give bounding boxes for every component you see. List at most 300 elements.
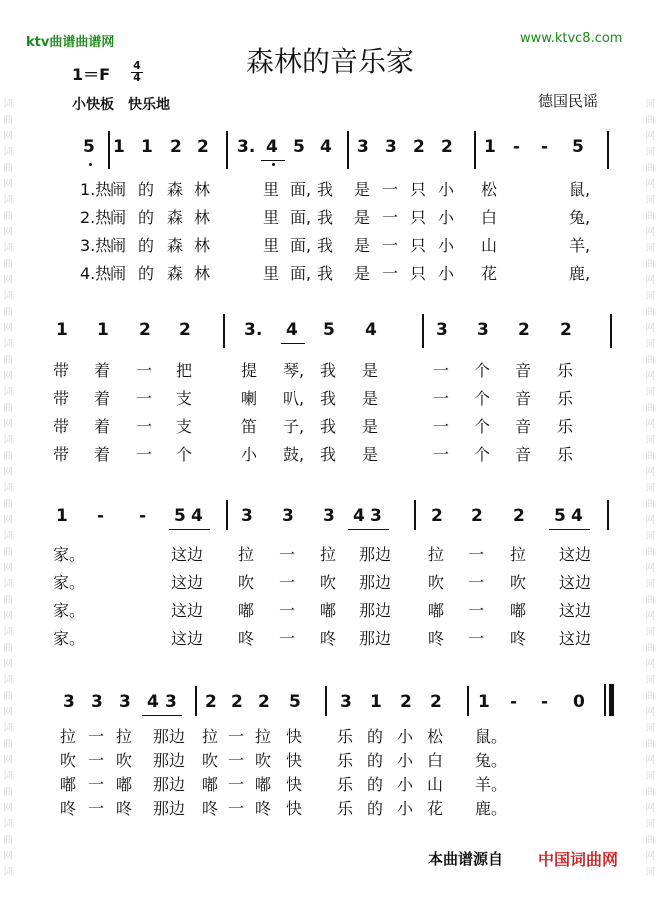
watermark-glyph: 词 bbox=[3, 195, 13, 206]
watermark-glyph: 网 bbox=[645, 131, 655, 142]
lyric-syllable: 拉 bbox=[255, 727, 272, 746]
bar-line bbox=[195, 686, 197, 716]
lyric-syllable: 面, bbox=[290, 180, 312, 199]
lyric-syllable: 着 bbox=[94, 361, 111, 380]
lyric-syllable: 咚 bbox=[202, 799, 219, 818]
watermark-glyph: 网 bbox=[3, 707, 13, 718]
note: 2 bbox=[413, 137, 425, 157]
watermark-glyph: 词 bbox=[645, 243, 655, 254]
watermark-glyph: 词 bbox=[645, 723, 655, 734]
note: - bbox=[541, 137, 549, 157]
note: 4 bbox=[286, 320, 298, 340]
watermark-glyph: 词 bbox=[3, 723, 13, 734]
lyric-syllable: 个 bbox=[474, 445, 491, 464]
note: 3 bbox=[340, 692, 352, 712]
lyric-syllable: 是 bbox=[354, 208, 371, 227]
lyric-syllable: 是 bbox=[362, 445, 379, 464]
watermark-glyph: 曲 bbox=[645, 163, 655, 174]
note: 2 bbox=[231, 692, 243, 712]
lyric-syllable: 吹 bbox=[60, 751, 77, 770]
lyric-syllable: 我 bbox=[320, 445, 337, 464]
lyric-syllable: 鼠, bbox=[569, 180, 591, 199]
beam-line bbox=[169, 529, 210, 530]
note: 2 bbox=[471, 506, 483, 526]
lyric-syllable: 林 bbox=[194, 236, 211, 255]
lyric-syllable: 吹 bbox=[255, 751, 272, 770]
watermark-glyph: 曲 bbox=[645, 787, 655, 798]
lyric-syllable: 里 bbox=[263, 236, 280, 255]
watermark-glyph: 曲 bbox=[645, 691, 655, 702]
lyric-syllable: 一 bbox=[279, 573, 296, 592]
site-url-right[interactable]: www.ktvc8.com bbox=[520, 31, 623, 46]
watermark-glyph: 网 bbox=[3, 275, 13, 286]
lyric-syllable: 山 bbox=[481, 236, 498, 255]
lyric-syllable: 快 bbox=[286, 775, 303, 794]
watermark-glyph: 网 bbox=[3, 179, 13, 190]
watermark-glyph: 曲 bbox=[3, 211, 13, 222]
lyric-syllable: 里 bbox=[263, 208, 280, 227]
note: 3 bbox=[370, 506, 382, 526]
note: 2 bbox=[518, 320, 530, 340]
lyric-syllable: 是 bbox=[362, 389, 379, 408]
lyric-syllable: 乐 bbox=[337, 751, 354, 770]
bar-line bbox=[607, 500, 609, 530]
lyric-syllable: 音 bbox=[515, 361, 532, 380]
note: - bbox=[541, 692, 549, 712]
lyric-syllable: 一 bbox=[228, 727, 245, 746]
lyric-syllable: 只 bbox=[410, 236, 427, 255]
lyric-syllable: 那边 bbox=[359, 573, 392, 592]
lyric-syllable: 只 bbox=[410, 208, 427, 227]
lyric-syllable: 1.热 bbox=[80, 180, 112, 199]
watermark-glyph: 曲 bbox=[645, 499, 655, 510]
watermark-glyph: 网 bbox=[645, 227, 655, 238]
lyric-syllable: 羊。 bbox=[475, 775, 508, 794]
lyric-syllable: 着 bbox=[94, 389, 111, 408]
note: 2 bbox=[197, 137, 209, 157]
lyric-syllable: 一 bbox=[382, 236, 399, 255]
lyric-syllable: 个 bbox=[474, 389, 491, 408]
lyric-syllable: 个 bbox=[474, 417, 491, 436]
note: 5 bbox=[572, 137, 584, 157]
lyric-syllable: 3.热 bbox=[80, 236, 112, 255]
watermark-glyph: 网 bbox=[645, 179, 655, 190]
lyric-syllable: 拉 bbox=[510, 545, 527, 564]
lyric-syllable: 这边 bbox=[559, 545, 592, 564]
lyric-syllable: 嘟 bbox=[428, 601, 445, 620]
lyric-syllable: 面, bbox=[290, 208, 312, 227]
lyric-syllable: 乐 bbox=[557, 361, 574, 380]
lyric-syllable: 那边 bbox=[359, 629, 392, 648]
lyric-syllable: 笛 bbox=[241, 417, 258, 436]
source-site-link[interactable]: 中国词曲网 bbox=[538, 850, 619, 869]
lyric-syllable: 一 bbox=[279, 629, 296, 648]
lyric-syllable: 吹 bbox=[320, 573, 337, 592]
final-bar-thick bbox=[609, 684, 614, 716]
lyric-syllable: 拉 bbox=[202, 727, 219, 746]
bar-line bbox=[226, 500, 228, 530]
watermark-glyph: 词 bbox=[3, 483, 13, 494]
lyric-syllable: 咚 bbox=[238, 629, 255, 648]
watermark-glyph: 曲 bbox=[645, 211, 655, 222]
watermark-glyph: 曲 bbox=[3, 691, 13, 702]
lyric-syllable: 是 bbox=[354, 180, 371, 199]
watermark-glyph: 词 bbox=[3, 99, 13, 110]
watermark-glyph: 曲 bbox=[645, 739, 655, 750]
lyric-syllable: 花 bbox=[481, 264, 498, 283]
lyric-syllable: 吹 bbox=[238, 573, 255, 592]
watermark-glyph: 词 bbox=[3, 435, 13, 446]
beam-line bbox=[281, 343, 305, 344]
lyric-syllable: 那边 bbox=[359, 545, 392, 564]
lyric-syllable: 林 bbox=[194, 208, 211, 227]
lyric-syllable: 花 bbox=[427, 799, 444, 818]
watermark-glyph: 网 bbox=[3, 803, 13, 814]
lyric-syllable: 的 bbox=[138, 236, 155, 255]
note: 3 bbox=[63, 692, 75, 712]
lyric-syllable: 一 bbox=[88, 751, 105, 770]
lyric-syllable: 的 bbox=[367, 751, 384, 770]
lyric-syllable: 嘟 bbox=[238, 601, 255, 620]
note: 4 bbox=[353, 506, 365, 526]
lyric-syllable: 一 bbox=[88, 775, 105, 794]
lyric-syllable: 吹 bbox=[202, 751, 219, 770]
lyric-syllable: 嘟 bbox=[320, 601, 337, 620]
site-logo-left[interactable]: ktv曲谱曲谱网 bbox=[26, 35, 115, 50]
lyric-syllable: 快 bbox=[286, 799, 303, 818]
lyric-syllable: 一 bbox=[228, 775, 245, 794]
note: - bbox=[513, 137, 521, 157]
lyric-syllable: 提 bbox=[241, 361, 258, 380]
lyric-syllable: 咚 bbox=[116, 799, 133, 818]
watermark-glyph: 网 bbox=[3, 323, 13, 334]
lyric-syllable: 家。 bbox=[53, 573, 86, 592]
watermark-glyph: 网 bbox=[645, 611, 655, 622]
watermark-glyph: 网 bbox=[645, 467, 655, 478]
lyric-syllable: 乐 bbox=[557, 389, 574, 408]
lyric-syllable: 拉 bbox=[116, 727, 133, 746]
watermark-glyph: 曲 bbox=[3, 451, 13, 462]
watermark-glyph: 网 bbox=[645, 323, 655, 334]
watermark-glyph: 词 bbox=[3, 531, 13, 542]
note: 1 bbox=[484, 137, 496, 157]
lyric-syllable: 乐 bbox=[337, 775, 354, 794]
lyric-syllable: 的 bbox=[367, 775, 384, 794]
watermark-glyph: 曲 bbox=[3, 787, 13, 798]
lyric-syllable: 嘟 bbox=[255, 775, 272, 794]
lyric-syllable: 琴, bbox=[283, 361, 305, 380]
watermark-glyph: 曲 bbox=[645, 115, 655, 126]
lyric-syllable: 山 bbox=[427, 775, 444, 794]
lyric-syllable: 闹 bbox=[110, 264, 127, 283]
lyric-syllable: 鼠。 bbox=[475, 727, 508, 746]
lyric-syllable: 一 bbox=[136, 389, 153, 408]
lyric-syllable: 一 bbox=[88, 727, 105, 746]
lyric-syllable: 鹿, bbox=[569, 264, 591, 283]
lyric-syllable: 这边 bbox=[171, 629, 204, 648]
lyric-syllable: 只 bbox=[410, 180, 427, 199]
watermark-glyph: 词 bbox=[645, 579, 655, 590]
lyric-syllable: 的 bbox=[367, 799, 384, 818]
lyric-syllable: 家。 bbox=[53, 545, 86, 564]
lyric-syllable: 快 bbox=[286, 751, 303, 770]
lyric-syllable: 一 bbox=[279, 601, 296, 620]
watermark-glyph: 网 bbox=[3, 371, 13, 382]
watermark-glyph: 网 bbox=[3, 755, 13, 766]
watermark-glyph: 曲 bbox=[3, 547, 13, 558]
lyric-syllable: 鹿。 bbox=[475, 799, 508, 818]
lyric-syllable: 兔, bbox=[569, 208, 591, 227]
lyric-syllable: 小 bbox=[397, 775, 414, 794]
watermark-glyph: 网 bbox=[3, 563, 13, 574]
note: 4 bbox=[320, 137, 332, 157]
bar-line bbox=[610, 314, 612, 348]
lyric-syllable: 兔。 bbox=[475, 751, 508, 770]
note: 5 bbox=[174, 506, 186, 526]
lyric-syllable: 林 bbox=[194, 180, 211, 199]
lyric-syllable: 我 bbox=[320, 389, 337, 408]
source-label: 本曲谱源自 bbox=[428, 850, 504, 868]
watermark-glyph: 网 bbox=[3, 467, 13, 478]
lyric-syllable: 森 bbox=[167, 236, 184, 255]
watermark-glyph: 网 bbox=[645, 851, 655, 862]
lyric-syllable: 森 bbox=[167, 180, 184, 199]
note: 0 bbox=[573, 692, 585, 712]
watermark-glyph: 网 bbox=[645, 707, 655, 718]
note: 4 bbox=[571, 506, 583, 526]
note: 5 bbox=[323, 320, 335, 340]
lyric-syllable: 的 bbox=[367, 727, 384, 746]
watermark-glyph: 曲 bbox=[645, 451, 655, 462]
note: 3 bbox=[357, 137, 369, 157]
watermark-glyph: 网 bbox=[645, 515, 655, 526]
watermark-glyph: 网 bbox=[3, 131, 13, 142]
watermark-glyph: 网 bbox=[3, 515, 13, 526]
lyric-syllable: 森 bbox=[167, 264, 184, 283]
bar-line bbox=[325, 686, 327, 716]
note: - bbox=[139, 506, 147, 526]
song-title: 森林的音乐家 bbox=[246, 45, 415, 78]
note: 1 bbox=[370, 692, 382, 712]
watermark-glyph: 词 bbox=[645, 147, 655, 158]
time-signature-bottom: 4 bbox=[133, 71, 141, 84]
bar-line bbox=[414, 500, 416, 530]
watermark-glyph: 词 bbox=[645, 531, 655, 542]
watermark-glyph: 词 bbox=[645, 291, 655, 302]
lyric-syllable: 叭, bbox=[283, 389, 305, 408]
watermark-glyph: 曲 bbox=[645, 307, 655, 318]
lyric-syllable: 一 bbox=[136, 361, 153, 380]
watermark-glyph: 曲 bbox=[3, 163, 13, 174]
lyric-syllable: 一 bbox=[382, 208, 399, 227]
lyric-syllable: 闹 bbox=[110, 180, 127, 199]
bar-line bbox=[347, 131, 349, 169]
lyric-syllable: 嘟 bbox=[510, 601, 527, 620]
watermark-glyph: 曲 bbox=[645, 403, 655, 414]
lyric-syllable: 鼓, bbox=[283, 445, 305, 464]
watermark-glyph: 词 bbox=[645, 483, 655, 494]
lyric-syllable: 我 bbox=[320, 417, 337, 436]
note: 2 bbox=[560, 320, 572, 340]
lyric-syllable: 音 bbox=[515, 389, 532, 408]
note: 1 bbox=[97, 320, 109, 340]
lyric-syllable: 的 bbox=[138, 208, 155, 227]
note: 4 bbox=[147, 692, 159, 712]
lyric-syllable: 拉 bbox=[60, 727, 77, 746]
note: 2 bbox=[400, 692, 412, 712]
lyric-syllable: 乐 bbox=[557, 417, 574, 436]
lyric-syllable: 音 bbox=[515, 445, 532, 464]
bar-line bbox=[422, 314, 424, 348]
note: 2 bbox=[431, 506, 443, 526]
lyric-syllable: 我 bbox=[317, 236, 334, 255]
lyric-syllable: 子, bbox=[283, 417, 305, 436]
lyric-syllable: 带 bbox=[53, 445, 70, 464]
note: 1 bbox=[56, 506, 68, 526]
lyric-syllable: 乐 bbox=[337, 727, 354, 746]
lyric-syllable: 闹 bbox=[110, 236, 127, 255]
lyric-syllable: 白 bbox=[427, 751, 444, 770]
note: 2 bbox=[139, 320, 151, 340]
lyric-syllable: 是 bbox=[354, 264, 371, 283]
watermark-glyph: 曲 bbox=[3, 115, 13, 126]
watermark-glyph: 曲 bbox=[3, 643, 13, 654]
watermark-glyph: 曲 bbox=[645, 547, 655, 558]
watermark-glyph: 曲 bbox=[645, 259, 655, 270]
lyric-syllable: 一 bbox=[468, 629, 485, 648]
watermark-glyph: 词 bbox=[3, 867, 13, 878]
right-watermark bbox=[644, 0, 658, 897]
lyric-syllable: 咚 bbox=[320, 629, 337, 648]
lyric-syllable: 咚 bbox=[60, 799, 77, 818]
lyric-syllable: 吹 bbox=[116, 751, 133, 770]
note: - bbox=[97, 506, 105, 526]
lyric-syllable: 一 bbox=[382, 180, 399, 199]
watermark-glyph: 词 bbox=[645, 771, 655, 782]
lyric-syllable: 只 bbox=[410, 264, 427, 283]
watermark-glyph: 词 bbox=[645, 195, 655, 206]
note: 2 bbox=[441, 137, 453, 157]
watermark-glyph: 词 bbox=[645, 627, 655, 638]
lyric-syllable: 闹 bbox=[110, 208, 127, 227]
lyric-syllable: 拉 bbox=[238, 545, 255, 564]
note: 3 bbox=[91, 692, 103, 712]
watermark-glyph: 词 bbox=[645, 819, 655, 830]
lyric-syllable: 是 bbox=[362, 361, 379, 380]
bar-line bbox=[474, 131, 476, 169]
watermark-glyph: 网 bbox=[645, 419, 655, 430]
lyric-syllable: 林 bbox=[194, 264, 211, 283]
note: 3 bbox=[477, 320, 489, 340]
watermark-glyph: 曲 bbox=[3, 355, 13, 366]
lyric-syllable: 小 bbox=[438, 264, 455, 283]
bar-line bbox=[108, 131, 110, 169]
lyric-syllable: 小 bbox=[397, 751, 414, 770]
beam-line bbox=[142, 715, 182, 716]
lyric-syllable: 森 bbox=[167, 208, 184, 227]
lyric-syllable: 乐 bbox=[337, 799, 354, 818]
lyric-syllable: 的 bbox=[138, 180, 155, 199]
lyric-syllable: 小 bbox=[397, 799, 414, 818]
bar-line bbox=[467, 686, 469, 716]
watermark-glyph: 网 bbox=[645, 275, 655, 286]
lyric-syllable: 着 bbox=[94, 445, 111, 464]
watermark-glyph: 曲 bbox=[3, 739, 13, 750]
lyric-syllable: 白 bbox=[481, 208, 498, 227]
watermark-glyph: 网 bbox=[3, 659, 13, 670]
watermark-glyph: 曲 bbox=[3, 595, 13, 606]
note: 4 bbox=[266, 137, 278, 157]
watermark-glyph: 词 bbox=[3, 291, 13, 302]
lyric-syllable: 面, bbox=[290, 236, 312, 255]
note: 3 bbox=[165, 692, 177, 712]
lyric-syllable: 是 bbox=[362, 417, 379, 436]
lyric-syllable: 一 bbox=[88, 799, 105, 818]
note: 3. bbox=[237, 137, 256, 157]
note: 5 bbox=[554, 506, 566, 526]
lyric-syllable: 咚 bbox=[510, 629, 527, 648]
lyric-syllable: 那边 bbox=[153, 799, 186, 818]
lyric-syllable: 嘟 bbox=[60, 775, 77, 794]
lyric-syllable: 咚 bbox=[255, 799, 272, 818]
watermark-glyph: 词 bbox=[645, 339, 655, 350]
watermark-glyph: 网 bbox=[3, 851, 13, 862]
note: 1 bbox=[478, 692, 490, 712]
lyric-syllable: 一 bbox=[279, 545, 296, 564]
watermark-glyph: 网 bbox=[3, 419, 13, 430]
lyric-syllable: 拉 bbox=[320, 545, 337, 564]
watermark-glyph: 词 bbox=[3, 387, 13, 398]
note: 5 bbox=[289, 692, 301, 712]
watermark-glyph: 词 bbox=[645, 675, 655, 686]
lyric-syllable: 我 bbox=[317, 208, 334, 227]
watermark-glyph: 词 bbox=[645, 99, 655, 110]
watermark-glyph: 词 bbox=[645, 387, 655, 398]
lyric-syllable: 个 bbox=[474, 361, 491, 380]
lyric-syllable: 我 bbox=[317, 264, 334, 283]
watermark-glyph: 曲 bbox=[645, 835, 655, 846]
lyric-syllable: 那边 bbox=[153, 727, 186, 746]
lyric-syllable: 支 bbox=[176, 389, 193, 408]
lyric-syllable: 着 bbox=[94, 417, 111, 436]
watermark-glyph: 网 bbox=[645, 371, 655, 382]
lyric-syllable: 小 bbox=[241, 445, 258, 464]
bar-line bbox=[226, 131, 228, 169]
lyric-syllable: 松 bbox=[427, 727, 444, 746]
lyric-syllable: 带 bbox=[53, 361, 70, 380]
beam-line bbox=[348, 529, 389, 530]
lyric-syllable: 羊, bbox=[569, 236, 591, 255]
note: - bbox=[510, 692, 518, 712]
note: 3 bbox=[282, 506, 294, 526]
watermark-glyph: 网 bbox=[645, 755, 655, 766]
lyric-syllable: 家。 bbox=[53, 601, 86, 620]
watermark-glyph: 曲 bbox=[3, 499, 13, 510]
lyric-syllable: 一 bbox=[468, 573, 485, 592]
lyric-syllable: 小 bbox=[438, 208, 455, 227]
lyric-syllable: 快 bbox=[286, 727, 303, 746]
watermark-glyph: 词 bbox=[645, 867, 655, 878]
lyric-syllable: 带 bbox=[53, 417, 70, 436]
lyric-syllable: 嘟 bbox=[202, 775, 219, 794]
lyric-syllable: 小 bbox=[438, 236, 455, 255]
lyric-syllable: 音 bbox=[515, 417, 532, 436]
lyric-syllable: 小 bbox=[438, 180, 455, 199]
watermark-glyph: 词 bbox=[3, 771, 13, 782]
note: 3 bbox=[385, 137, 397, 157]
lyric-syllable: 里 bbox=[263, 180, 280, 199]
lyric-syllable: 是 bbox=[354, 236, 371, 255]
